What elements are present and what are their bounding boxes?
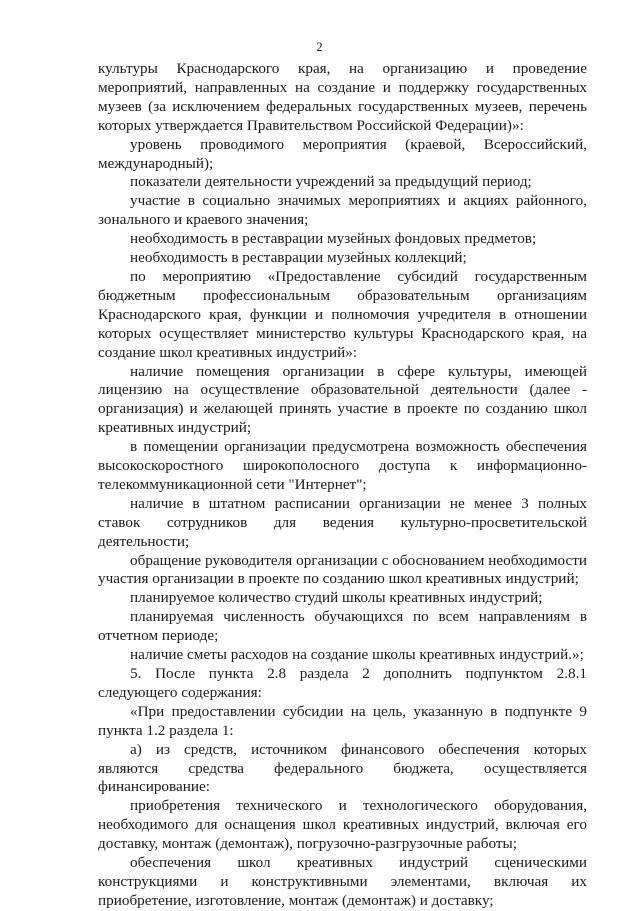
paragraph: планируемое количество студий школы креативных индустрий;: [130, 589, 543, 607]
paragraph: наличие в штатном расписании организации не менее 3 полных ставок сотрудников для ведения культурно-просветительской деятельности;: [98, 494, 587, 550]
paragraph: необходимость в реставрации музейных фондовых предметов;: [130, 230, 537, 248]
paragraph: участие в социально значимых мероприятиях и акциях районного, зонального и краевого значения;: [98, 192, 587, 229]
page-number: 2: [316, 40, 323, 54]
paragraph: культуры Краснодарского края, на организацию и проведение мероприятий, направленных на создание и поддержку государственных музеев (за исключением федеральных государственных музеев, перечень которых утверждается Правительством Российской Федерации)»:: [98, 60, 587, 134]
paragraph: 5. После пункта 2.8 раздела 2 дополнить подпунктом 2.8.1 следующего содержания:: [98, 665, 587, 701]
document-body: [98, 60, 587, 911]
paragraph: необходимость в реставрации музейных коллекций;: [130, 249, 467, 267]
paragraph: показатели деятельности учреждений за предыдущий период;: [130, 173, 532, 191]
paragraph: наличие сметы расходов на создание школы креативных индустрий.»;: [130, 646, 584, 664]
paragraph: «При предоставлении субсидии на цель, указанную в подпункте 9 пункта 1.2 раздела 1:: [98, 702, 587, 739]
paragraph: по мероприятию «Предоставление субсидий государственным бюджетным профессиональным образовательным организациям Краснодарского края, функции и полномочия учредителя в отношении которых осуществляет министерство культуры Краснодарского края, на создание школ креативных индустрий»:: [98, 267, 587, 361]
paragraph: а) из средств, источником финансового обеспечения которых являются средства федерального бюджета, осуществляется финансирование:: [98, 740, 587, 796]
paragraph: планируемая численность обучающихся по всем направлениям в отчетном периоде;: [98, 608, 587, 645]
paragraph: наличие помещения организации в сфере культуры, имеющей лицензию на осуществление образовательной деятельности (далее - организация) и желающей принять участие в проекте по созданию школ креативных индустрий;: [98, 362, 587, 437]
paragraph: обращение руководителя организации с обоснованием необходимости участия организации в проекте по созданию школ креативных индустрий;: [98, 551, 587, 588]
paragraph: уровень проводимого мероприятия (краевой, Всероссийский, международный);: [98, 135, 587, 172]
paragraph: приобретения технического и технологического оборудования, необходимого для оснащения школ креативных индустрий, включая его доставку, монтаж (демонтаж), погрузочно-разгрузочные работы;: [98, 797, 587, 853]
paragraph: в помещении организации предусмотрена возможность обеспечения высокоскоростного широкополосного доступа к информационно-телекоммуникационной сети "Интернет";: [98, 438, 587, 493]
paragraph: обеспечения школ креативных индустрий сценическими конструкциями и конструктивными элементами, включая их приобретение, изготовление, монтаж (демонтаж) и доставку;: [98, 854, 587, 909]
